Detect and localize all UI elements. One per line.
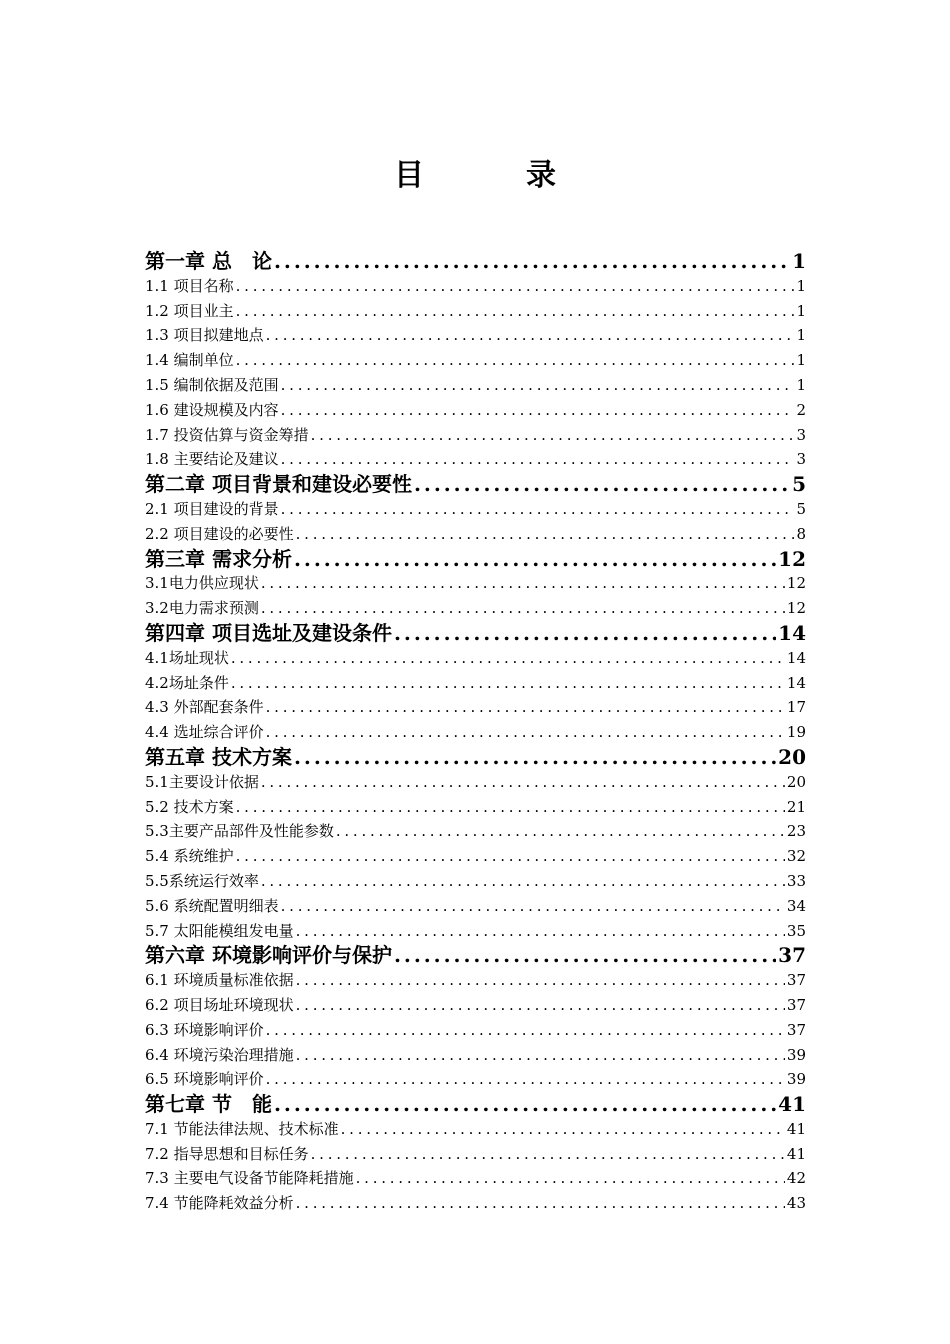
dot-leader (236, 795, 785, 820)
toc-section-entry[interactable] (145, 1191, 806, 1216)
dot-leader (336, 819, 785, 844)
dot-leader (296, 919, 785, 944)
dot-leader (261, 869, 785, 894)
toc-page-number: 20 (786, 772, 806, 791)
dot-leader (274, 1092, 776, 1117)
toc-page-number: 5 (792, 472, 806, 497)
toc-page-number: 1 (796, 326, 806, 345)
toc-section-entry[interactable] (145, 373, 806, 398)
dot-leader (341, 1117, 785, 1142)
toc-section-entry[interactable] (145, 522, 806, 547)
toc-page-number: 1 (792, 249, 806, 273)
toc-section-entry[interactable] (145, 869, 806, 894)
dot-leader (294, 547, 776, 572)
toc-entry-label: 6.3 环境影响评价 (145, 1020, 264, 1039)
toc-page-number: 43 (786, 1194, 806, 1213)
toc-page-number: 20 (778, 744, 806, 769)
toc-entry-label: 第三章 需求分析 (145, 546, 292, 571)
toc-page-number: 14 (778, 620, 806, 645)
toc-chapter-entry[interactable] (145, 745, 806, 770)
toc-section-entry[interactable] (145, 1117, 806, 1142)
toc-entry-label: 5.3主要产品部件及性能参数 (145, 822, 334, 841)
toc-section-entry[interactable] (145, 1067, 806, 1092)
toc-entry-label: 1.8 主要结论及建议 (145, 450, 279, 469)
dot-leader (414, 472, 790, 497)
toc-page-number: 17 (786, 698, 806, 717)
toc-section-entry[interactable] (145, 795, 806, 820)
toc-page-number: 42 (786, 1169, 806, 1188)
toc-page-number: 12 (786, 574, 806, 593)
toc-page-number: 37 (786, 1020, 806, 1039)
toc-entry-label: 4.2场址条件 (145, 673, 229, 692)
dot-leader (356, 1166, 785, 1191)
dot-leader (261, 596, 785, 621)
dot-leader (236, 274, 795, 299)
dot-leader (394, 621, 776, 646)
dot-leader (231, 646, 785, 671)
toc-section-entry[interactable] (145, 299, 806, 324)
toc-page-number: 23 (786, 822, 806, 841)
table-of-contents (145, 249, 806, 1216)
toc-entry-label: 7.1 节能法律法规、技术标准 (145, 1119, 339, 1138)
dot-leader (311, 1142, 785, 1167)
toc-page-number: 1 (796, 276, 806, 295)
toc-section-entry[interactable] (145, 571, 806, 596)
toc-entry-label: 6.5 环境影响评价 (145, 1070, 264, 1089)
toc-page-number: 21 (786, 797, 806, 816)
toc-section-entry[interactable] (145, 1043, 806, 1068)
toc-page-number: 34 (786, 896, 806, 915)
dot-leader (266, 720, 785, 745)
toc-entry-label: 第一章 总 论 (145, 249, 272, 273)
toc-section-entry[interactable] (145, 646, 806, 671)
toc-entry-label: 1.6 建设规模及内容 (145, 400, 279, 419)
toc-page-number: 1 (796, 351, 806, 370)
toc-page-number: 35 (786, 921, 806, 940)
toc-page-number: 12 (778, 546, 806, 571)
toc-section-entry[interactable] (145, 894, 806, 919)
toc-entry-label: 第七章 节 能 (145, 1092, 272, 1117)
toc-entry-label: 5.1主要设计依据 (145, 772, 259, 791)
toc-page-number: 14 (786, 648, 806, 667)
toc-entry-label: 第六章 环境影响评价与保护 (145, 943, 392, 968)
toc-section-entry[interactable] (145, 968, 806, 993)
toc-chapter-entry[interactable] (145, 547, 806, 572)
toc-page-number: 5 (796, 499, 806, 518)
toc-section-entry[interactable] (145, 447, 806, 472)
dot-leader (281, 447, 795, 472)
toc-page-number: 14 (786, 673, 806, 692)
toc-section-entry[interactable] (145, 1018, 806, 1043)
toc-page-number: 41 (786, 1119, 806, 1138)
toc-entry-label: 3.2电力需求预测 (145, 599, 259, 618)
toc-page-number: 39 (786, 1070, 806, 1089)
toc-entry-label: 1.1 项目名称 (145, 276, 234, 295)
toc-entry-label: 3.1电力供应现状 (145, 574, 259, 593)
dot-leader (266, 323, 795, 348)
toc-page-number: 37 (786, 995, 806, 1014)
toc-section-entry[interactable] (145, 423, 806, 448)
toc-chapter-entry[interactable] (145, 943, 806, 968)
dot-leader (236, 299, 795, 324)
dot-leader (266, 695, 785, 720)
toc-entry-label: 7.4 节能降耗效益分析 (145, 1194, 294, 1213)
dot-leader (294, 745, 776, 770)
toc-entry-label: 6.4 环境污染治理措施 (145, 1045, 294, 1064)
toc-section-entry[interactable] (145, 695, 806, 720)
toc-section-entry[interactable] (145, 720, 806, 745)
toc-entry-label: 7.3 主要电气设备节能降耗措施 (145, 1169, 354, 1188)
toc-section-entry[interactable] (145, 919, 806, 944)
toc-page-number: 32 (786, 847, 806, 866)
toc-entry-label: 第二章 项目背景和建设必要性 (145, 472, 412, 497)
toc-page-number: 3 (796, 450, 806, 469)
toc-page-number: 1 (796, 375, 806, 394)
toc-page-number: 12 (786, 599, 806, 618)
toc-section-entry[interactable] (145, 497, 806, 522)
dot-leader (236, 844, 785, 869)
toc-chapter-entry[interactable] (145, 1092, 806, 1117)
toc-page-number: 39 (786, 1045, 806, 1064)
toc-entry-label: 第四章 项目选址及建设条件 (145, 620, 392, 645)
toc-section-entry[interactable] (145, 993, 806, 1018)
page-title: 目 录 (394, 158, 592, 193)
toc-entry-label: 1.2 项目业主 (145, 301, 234, 320)
toc-chapter-entry[interactable] (145, 621, 806, 646)
toc-entry-label: 5.6 系统配置明细表 (145, 896, 279, 915)
toc-section-entry[interactable] (145, 323, 806, 348)
toc-entry-label: 4.1场址现状 (145, 648, 229, 667)
toc-entry-label: 1.5 编制依据及范围 (145, 375, 279, 394)
dot-leader (296, 993, 785, 1018)
dot-leader (296, 968, 785, 993)
toc-section-entry[interactable] (145, 1166, 806, 1191)
toc-chapter-entry[interactable] (145, 472, 806, 497)
toc-entry-label: 5.7 太阳能模组发电量 (145, 921, 294, 940)
toc-page-number: 41 (778, 1092, 806, 1117)
toc-entry-label: 1.7 投资估算与资金筹措 (145, 425, 309, 444)
dot-leader (281, 398, 795, 423)
toc-page-number: 2 (796, 400, 806, 419)
toc-chapter-entry[interactable] (145, 249, 806, 274)
toc-page-number: 37 (778, 943, 806, 968)
toc-entry-label: 2.2 项目建设的必要性 (145, 524, 294, 543)
toc-entry-label: 1.4 编制单位 (145, 351, 234, 370)
toc-page-number: 8 (796, 524, 806, 543)
dot-leader (261, 571, 785, 596)
toc-entry-label: 5.2 技术方案 (145, 797, 234, 816)
toc-section-entry[interactable] (145, 596, 806, 621)
toc-entry-label: 6.1 环境质量标准依据 (145, 971, 294, 990)
toc-page-number: 19 (786, 723, 806, 742)
dot-leader (261, 770, 785, 795)
dot-leader (281, 894, 785, 919)
dot-leader (394, 943, 776, 968)
dot-leader (296, 1191, 785, 1216)
dot-leader (231, 671, 785, 696)
dot-leader (236, 348, 795, 373)
dot-leader (296, 1043, 785, 1068)
toc-entry-label: 6.2 项目场址环境现状 (145, 995, 294, 1014)
toc-section-entry[interactable] (145, 398, 806, 423)
toc-section-entry[interactable] (145, 1142, 806, 1167)
toc-section-entry[interactable] (145, 274, 806, 299)
dot-leader (266, 1067, 785, 1092)
toc-entry-label: 2.1 项目建设的背景 (145, 499, 279, 518)
toc-page-number: 41 (786, 1144, 806, 1163)
toc-entry-label: 第五章 技术方案 (145, 744, 292, 769)
toc-section-entry[interactable] (145, 770, 806, 795)
toc-entry-label: 4.3 外部配套条件 (145, 698, 264, 717)
toc-entry-label: 1.3 项目拟建地点 (145, 326, 264, 345)
dot-leader (281, 497, 795, 522)
dot-leader (296, 522, 795, 547)
toc-section-entry[interactable] (145, 671, 806, 696)
dot-leader (281, 373, 795, 398)
toc-entry-label: 5.4 系统维护 (145, 847, 234, 866)
dot-leader (311, 423, 795, 448)
dot-leader (266, 1018, 785, 1043)
toc-section-entry[interactable] (145, 348, 806, 373)
toc-page-number: 33 (786, 871, 806, 890)
toc-entry-label: 4.4 选址综合评价 (145, 723, 264, 742)
toc-page-number: 37 (786, 971, 806, 990)
toc-entry-label: 7.2 指导思想和目标任务 (145, 1144, 309, 1163)
toc-entry-label: 5.5系统运行效率 (145, 871, 259, 890)
dot-leader (274, 249, 790, 274)
toc-section-entry[interactable] (145, 819, 806, 844)
toc-section-entry[interactable] (145, 844, 806, 869)
toc-page-number: 1 (796, 301, 806, 320)
toc-page-number: 3 (796, 425, 806, 444)
